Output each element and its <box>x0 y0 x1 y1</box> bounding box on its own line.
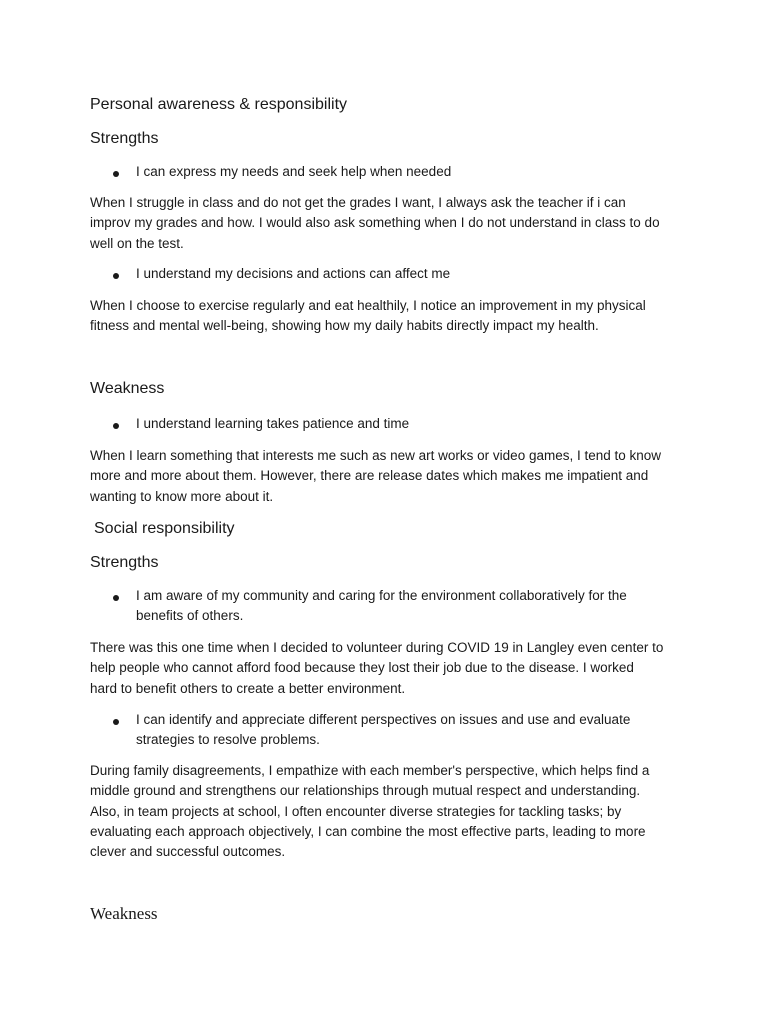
paragraph-line: wanting to know more about it. <box>90 488 274 504</box>
paragraph-line: help people who cannot afford food because they lost their job due to the disease. I worked <box>90 660 634 676</box>
paragraph-line: fitness and mental well-being, showing how my daily habits directly impact my health. <box>90 318 599 334</box>
paragraph <box>90 296 690 337</box>
bullet-text: I understand my decisions and actions can affect me <box>136 266 451 281</box>
paragraph-line: When I choose to exercise regularly and eat healthily, I notice an improvement in my physical <box>90 298 646 313</box>
subheading-weakness: Weakness <box>90 904 158 923</box>
paragraph-line: During family disagreements, I empathize with each member's perspective, which helps find a <box>90 763 650 778</box>
paragraph-line: more and more about them. However, there are release dates which makes me impatient and <box>90 468 649 484</box>
bullet-text: I understand learning takes patience and time <box>136 416 410 431</box>
paragraph <box>90 446 690 507</box>
paragraph-line: There was this one time when I decided to volunteer during COVID 19 in Langley even center to <box>90 640 664 655</box>
paragraph-line: Also, in team projects at school, I often encounter diverse strategies for tackling tasks; by <box>90 803 622 819</box>
paragraph-line: evaluating each approach objectively, I can combine the most effective parts, leading to more <box>90 823 646 839</box>
paragraph <box>90 638 690 699</box>
bullet-text: I am aware of my community and caring for the environment collaboratively for the <box>136 588 627 603</box>
paragraph <box>90 761 690 862</box>
subheading-weakness: Weakness <box>90 380 165 397</box>
bullet-text: I can express my needs and seek help when needed <box>136 164 452 179</box>
bullet-dot <box>113 595 119 601</box>
bullet-dot <box>113 719 119 725</box>
subheading-strengths: Strengths <box>90 130 159 147</box>
bullet-text: strategies to resolve problems. <box>136 732 320 748</box>
subheading-strengths: Strengths <box>90 554 159 571</box>
section-heading-social-responsibility: Social responsibility <box>94 520 235 537</box>
paragraph-line: When I learn something that interests me such as new art works or video games, I tend to know <box>90 448 662 463</box>
paragraph-line: middle ground and strengthens our relationships through mutual respect and understanding. <box>90 783 641 799</box>
paragraph-line: clever and successful outcomes. <box>90 844 286 860</box>
paragraph-line: hard to benefit others to create a better environment. <box>90 680 406 696</box>
paragraph-line: When I struggle in class and do not get the grades I want, I always ask the teacher if i can <box>90 195 626 210</box>
bullet-text: benefits of others. <box>136 608 244 624</box>
paragraph-line: well on the test. <box>90 235 184 251</box>
bullet-dot <box>113 171 119 177</box>
section-heading-personal-awareness: Personal awareness & responsibility <box>90 96 348 113</box>
paragraph <box>90 193 690 254</box>
bullet-dot <box>113 273 119 279</box>
bullet-text: I can identify and appreciate different perspectives on issues and use and evaluate <box>136 712 631 727</box>
paragraph-line: improv my grades and how. I would also ask something when I do not understand in class to do <box>90 215 660 231</box>
bullet-dot <box>113 423 119 429</box>
